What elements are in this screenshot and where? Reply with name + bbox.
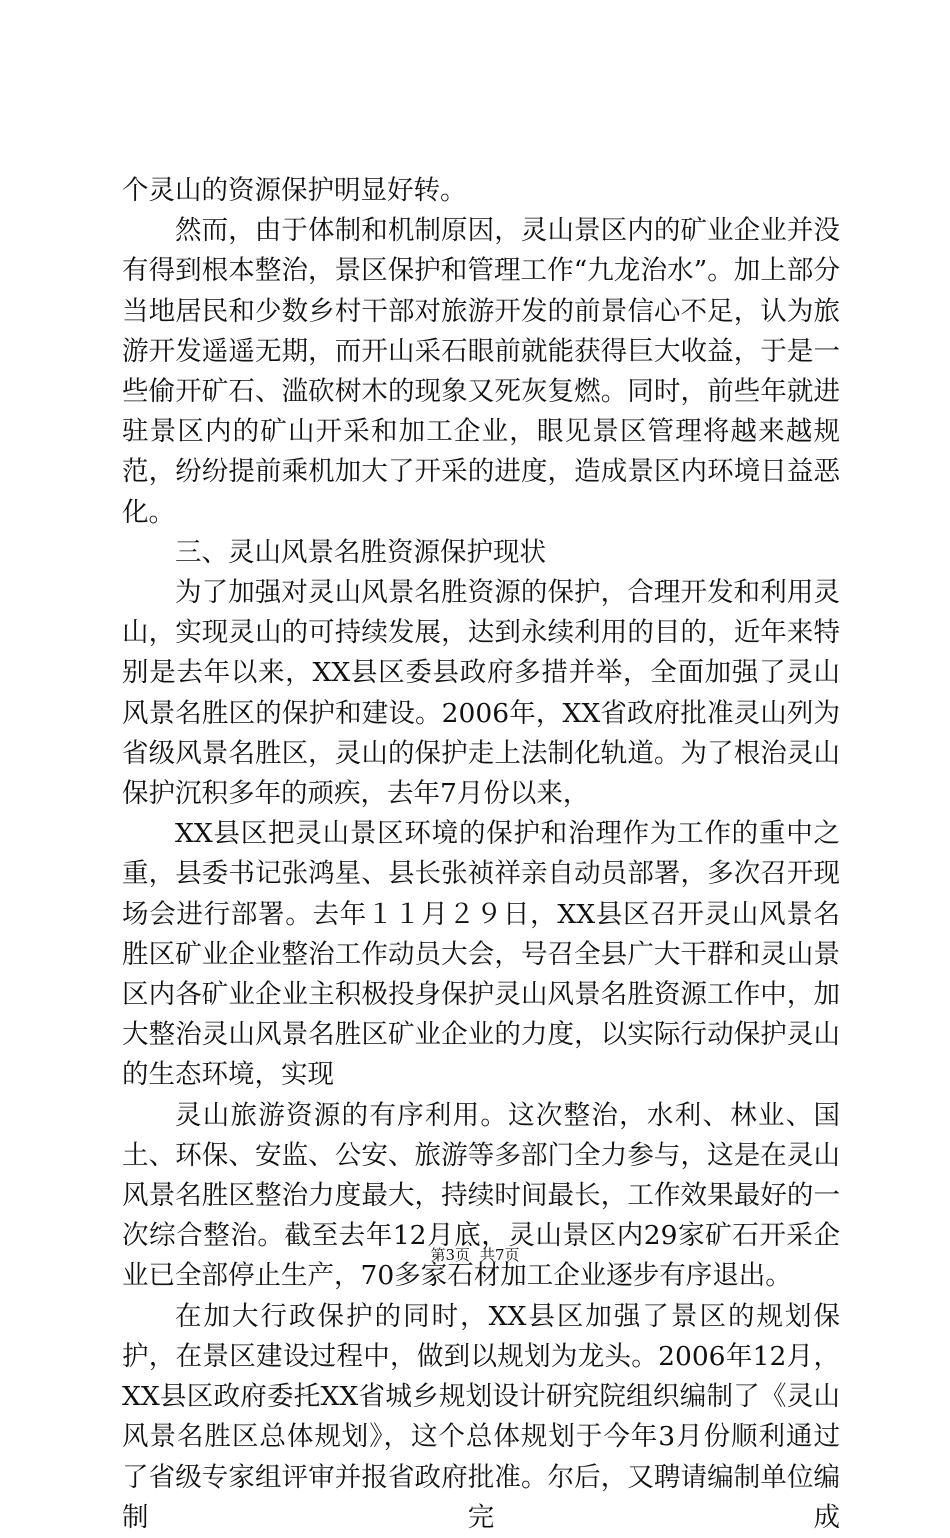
section-heading: 三、灵山风景名胜资源保护现状: [175, 536, 546, 568]
paragraph-planning: 在加大行政保护的同时，XX县区加强了景区的规划保护，在景区建设过程中，做到以规划为龙头。2006年12月，XX县区政府委托XX省城乡规划设计研究院组织编制了《灵山风景名胜区总体规划》，这个总体规划于今年3月份顺利通过了省级专家组评审并报省政府批准。尔后，又聘请编制单位编制完成: [122, 1300, 840, 1533]
paragraph-county-action: XX县区把灵山景区环境的保护和治理作为工作的重中之重，县委书记张鸿星、县长张祯祥亲自动员部署，多次召开现场会进行部署。去年１１月２９日，XX县区召开灵山风景名胜区矿业企业整治工作动员大会，号召全县广大干群和灵山景区内各矿业企业主积极投身保护灵山风景名胜资源工作中，加大整治灵山风景名胜区矿业企业的力度，以实际行动保护灵山的生态环境，实现: [122, 818, 840, 1091]
page-total: 共7页: [480, 1246, 520, 1264]
paragraph-problems: 然而，由于体制和机制原因，灵山景区内的矿业企业并没有得到根本整治，景区保护和管理工作“九龙治水”。加上部分当地居民和少数乡村干部对旅游开发的前景信心不足，认为旅游开发遥遥无期，而开山采石眼前就能获得巨大收益，于是一些偷开矿石、滥砍树木的现象又死灰复燃。同时，前些年就进驻景区内的矿山开采和加工企业，眼见景区管理将越来越规范，纷纷提前乘机加大了开采的进度，造成景区内环境日益恶化。: [122, 215, 840, 528]
paragraph-protection-measures: 为了加强对灵山风景名胜资源的保护，合理开发和利用灵山，实现灵山的可持续发展，达到永续利用的目的，近年来特别是去年以来，XX县区委县政府多措并举，全面加强了灵山风景名胜区的保护和建设。2006年，XX省政府批准灵山列为省级风景名胜区，灵山的保护走上法制化轨道。为了根治灵山保护沉积多年的顽疾，去年7月份以来，: [122, 577, 840, 810]
paragraph-rectification: 灵山旅游资源的有序利用。这次整治，水利、林业、国土、环保、安监、公安、旅游等多部门全力参与，这是在灵山风景名胜区整治力度最大，持续时间最长，工作效果最好的一次综合整治。截至去年12月底，灵山景区内29家矿石开采企业已全部停止生产，70多家石材加工企业逐步有序退出。: [122, 1099, 840, 1292]
page-number: 第3页: [430, 1246, 470, 1264]
page-footer: [0, 1245, 950, 1265]
paragraph-continuation: 个灵山的资源保护明显好转。: [122, 175, 467, 206]
document-body: [122, 171, 840, 1538]
